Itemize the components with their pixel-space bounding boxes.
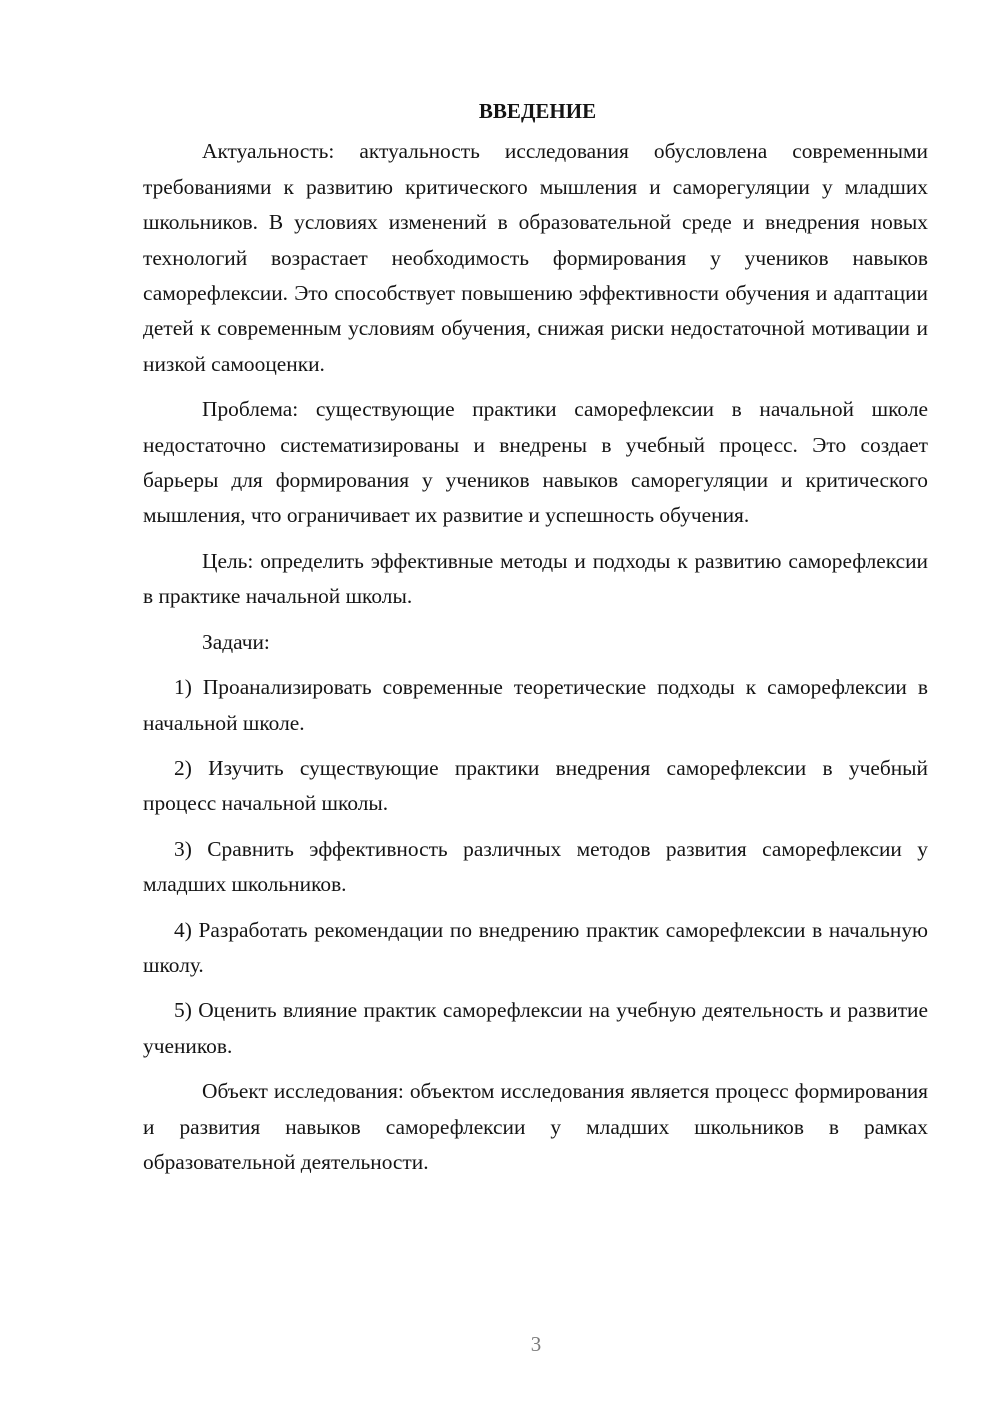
- page-number: 3: [530, 1332, 542, 1356]
- task-item-1: 1) Проанализировать современные теоретические подходы к саморефлексии в начальной школе.: [143, 675, 928, 735]
- paragraph-goal: Цель: определить эффективные методы и подходы к развитию саморефлексии в практике начальной школы.: [143, 548, 928, 609]
- task-item-3: 3) Сравнить эффективность различных методов развития саморефлексии у младших школьников.: [143, 836, 928, 897]
- tasks-label: Задачи:: [202, 629, 270, 654]
- page-content: [143, 94, 928, 1190]
- paragraph-relevance: Актуальность: актуальность исследования обусловлена современными требованиями к развитию критического мышления и саморегуляции у младших школьников. В условиях изменений в образовательной среде и внедрения новых технологий возрастает необходимость формирования у учеников навыков саморефлексии. Это способствует повышению эффективности обучения и адаптации детей к современным условиям обучения, снижая риски недостаточной мотивации и низкой самооценки.: [143, 139, 928, 376]
- section-heading: ВВЕДЕНИЕ: [478, 99, 597, 123]
- task-item-2: 2) Изучить существующие практики внедрения саморефлексии в учебный процесс начальной школы.: [143, 755, 928, 816]
- task-item-4: 4) Разработать рекомендации по внедрению практик саморефлексии в начальную школу.: [143, 917, 928, 977]
- paragraph-problem: Проблема: существующие практики саморефлексии в начальной школе недостаточно систематизированы и внедрены в учебный процесс. Это создает барьеры для формирования у учеников навыков саморегуляции и критического мышления, что ограничивает их развитие и успешность обучения.: [143, 397, 928, 528]
- paragraph-object: Объект исследования: объектом исследования является процесс формирования и развития навыков саморефлексии у младших школьников в рамках образовательной деятельности.: [143, 1079, 928, 1174]
- task-item-5: 5) Оценить влияние практик саморефлексии на учебную деятельность и развитие учеников.: [143, 998, 928, 1058]
